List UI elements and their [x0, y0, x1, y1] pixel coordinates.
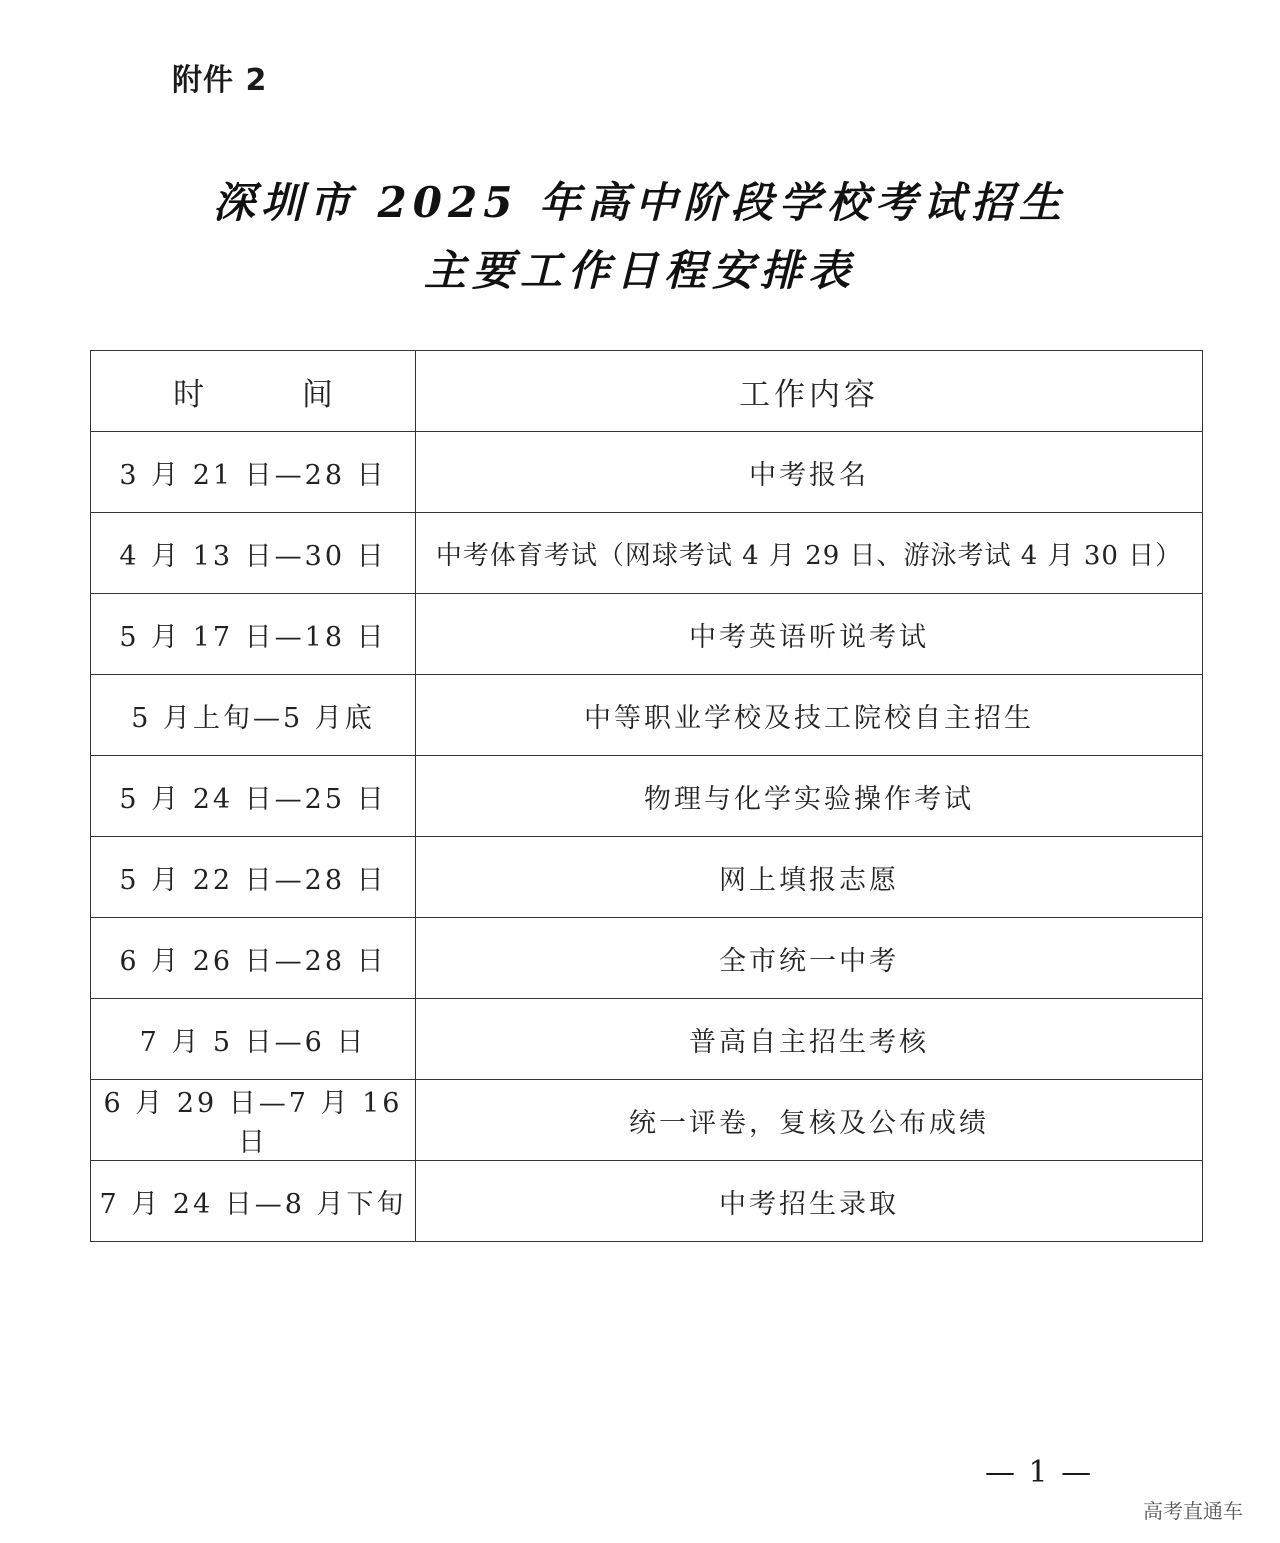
row-time: 5 月 22 日—28 日: [91, 837, 416, 918]
row-content: 物理与化学实验操作考试: [416, 756, 1203, 837]
table-row: [91, 756, 1203, 837]
watermark: 高考直通车: [1143, 1499, 1243, 1523]
table-row: [91, 837, 1203, 918]
row-content: 网上填报志愿: [416, 837, 1203, 918]
page-number: — 1 —: [985, 1455, 1094, 1490]
row-time: 7 月 5 日—6 日: [91, 999, 416, 1080]
row-content: 全市统一中考: [416, 918, 1203, 999]
header-time: 时 间: [91, 351, 416, 432]
row-time: 4 月 13 日—30 日: [91, 513, 416, 594]
header-content: 工作内容: [416, 351, 1203, 432]
table-row: [91, 675, 1203, 756]
row-content: 中考英语听说考试: [416, 594, 1203, 675]
table-row: [91, 999, 1203, 1080]
row-content: 中考体育考试（网球考试 4 月 29 日、游泳考试 4 月 30 日）: [416, 513, 1203, 594]
document-title-line-2: 主要工作日程安排表: [423, 246, 856, 295]
document-title-line-1: 深圳市 2025 年高中阶段学校考试招生: [212, 178, 1068, 227]
row-content: 统一评卷，复核及公布成绩: [416, 1080, 1203, 1161]
row-content: 普高自主招生考核: [416, 999, 1203, 1080]
table-header-row: [91, 351, 1203, 432]
schedule-table: [90, 350, 1203, 1242]
table-row: [91, 594, 1203, 675]
row-time: 7 月 24 日—8 月下旬: [91, 1161, 416, 1242]
table-row: [91, 918, 1203, 999]
table-row: [91, 1080, 1203, 1161]
row-time: 5 月 24 日—25 日: [91, 756, 416, 837]
table-row: [91, 432, 1203, 513]
row-content: 中考招生录取: [416, 1161, 1203, 1242]
row-time: 5 月上旬—5 月底: [91, 675, 416, 756]
table-row: [91, 1161, 1203, 1242]
attachment-label: 附件 2: [172, 63, 268, 98]
row-content: 中考报名: [416, 432, 1203, 513]
row-time: 6 月 29 日—7 月 16 日: [91, 1080, 416, 1161]
table-row: [91, 513, 1203, 594]
row-content: 中等职业学校及技工院校自主招生: [416, 675, 1203, 756]
row-time: 6 月 26 日—28 日: [91, 918, 416, 999]
row-time: 5 月 17 日—18 日: [91, 594, 416, 675]
row-time: 3 月 21 日—28 日: [91, 432, 416, 513]
